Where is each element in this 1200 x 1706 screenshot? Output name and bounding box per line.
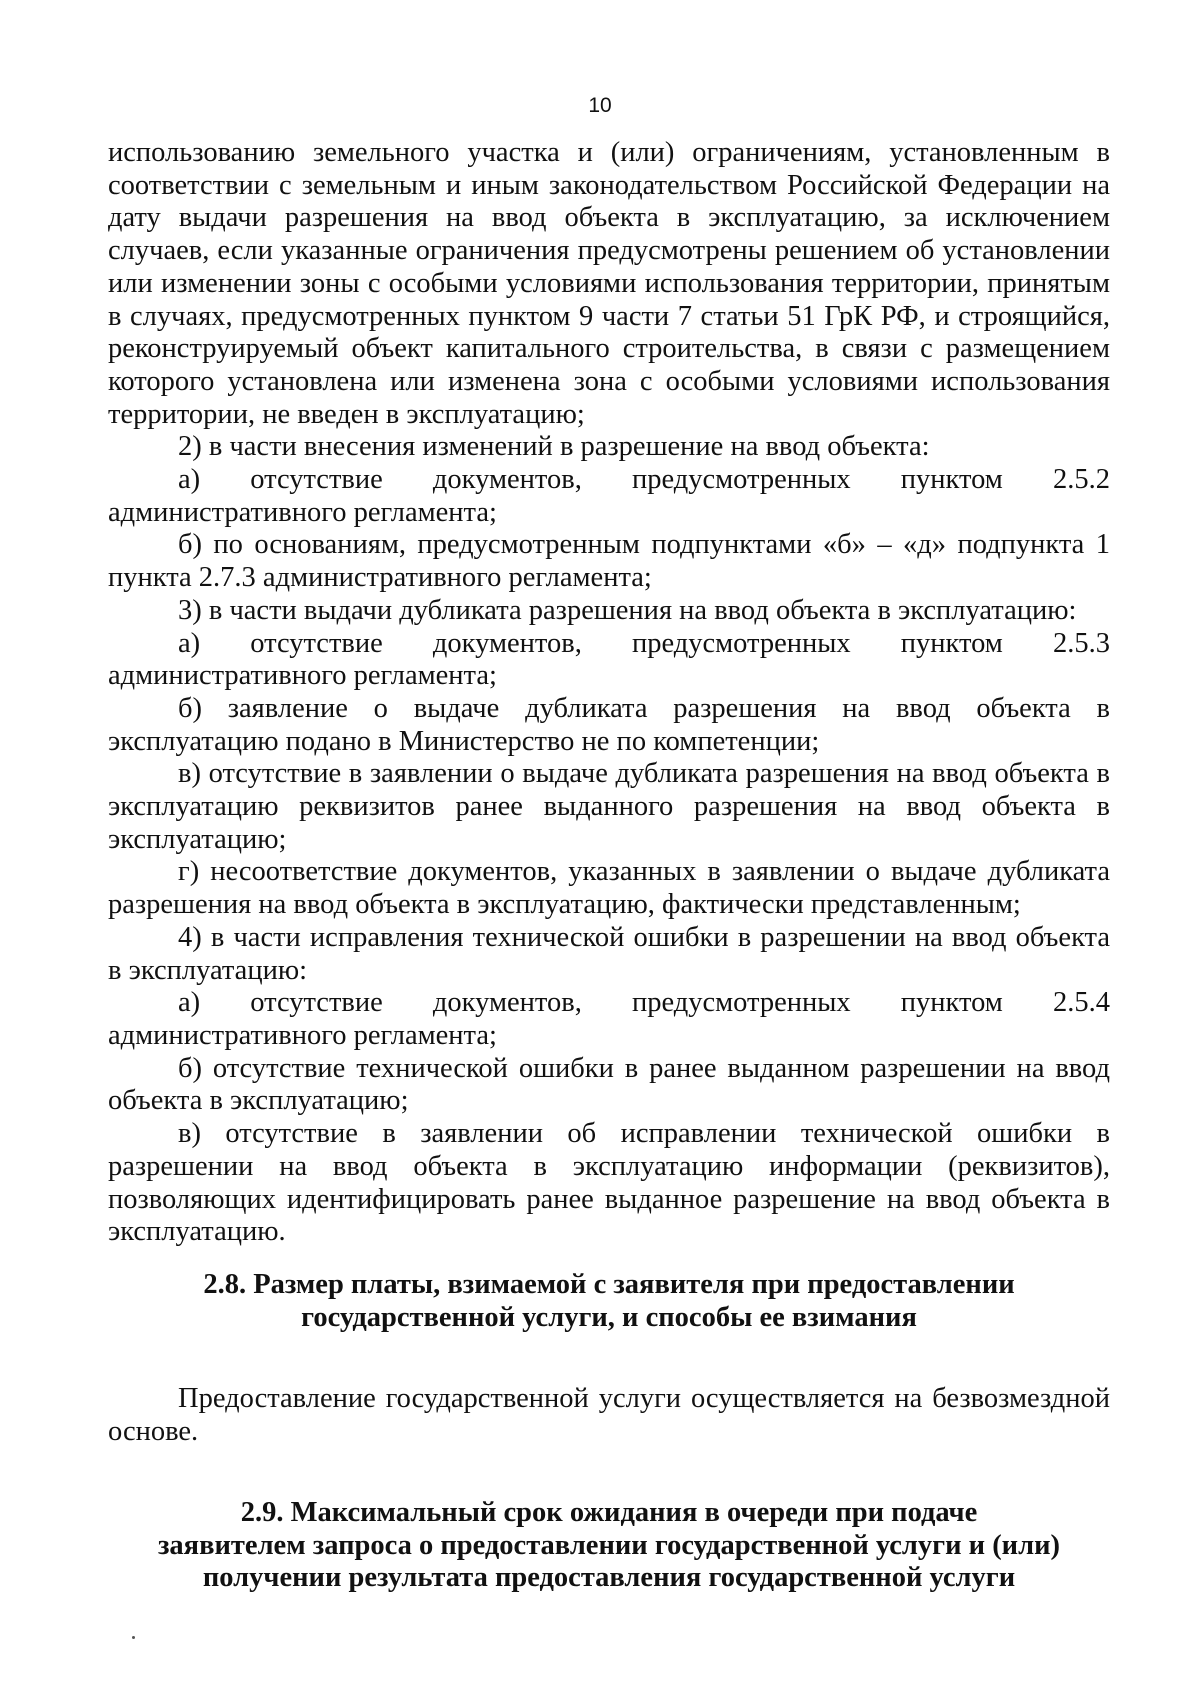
heading-line: 2.8. Размер платы, взимаемой с заявителя при предоставлении xyxy=(203,1269,1015,1300)
paragraph: а) отсутствие документов, предусмотренных пунктом 2.5.3 административного регламента; xyxy=(108,627,1110,692)
paragraph: в) отсутствие в заявлении о выдаче дубликата разрешения на ввод объекта в эксплуатацию реквизитов ранее выданного разрешения на ввод объекта в эксплуатацию; xyxy=(108,758,1110,855)
paragraph: в) отсутствие в заявлении об исправлении технической ошибки в разрешении на ввод объекта в эксплуатацию информации (реквизитов), позволяющих идентифицировать ранее выданное разрешение на ввод объекта в эксплуатацию. xyxy=(108,1118,1110,1248)
paragraph: б) по основаниям, предусмотренным подпунктами «б» – «д» подпункта 1 пункта 2.7.3 административного регламента; xyxy=(108,529,1110,594)
body-text xyxy=(108,137,1110,1249)
section-heading-2-8 xyxy=(108,1269,1110,1334)
paragraph: 3) в части выдачи дубликата разрешения на ввод объекта в эксплуатацию: xyxy=(178,594,1077,626)
paragraph-fee: Предоставление государственной услуги осуществляется на безвозмездной основе. xyxy=(108,1383,1110,1447)
heading-line: заявителем запроса о предоставлении государственной услуги и (или) xyxy=(157,1529,1061,1561)
paragraph: 4) в части исправления технической ошибки в разрешении на ввод объекта в эксплуатацию: xyxy=(108,921,1110,986)
heading-line: государственной услуги, и способы ее взимания xyxy=(301,1301,917,1333)
heading-line: получении результата предоставления государственной услуги xyxy=(202,1562,1016,1594)
paragraph: г) несоответствие документов, указанных в заявлении о выдаче дубликата разрешения на ввод объекта в эксплуатацию, фактически представленным; xyxy=(108,856,1110,921)
page-number: 10 xyxy=(588,94,612,117)
scan-speck xyxy=(132,1636,135,1639)
paragraph: 2) в части внесения изменений в разрешение на ввод объекта: xyxy=(178,431,930,463)
paragraph: б) заявление о выдаче дубликата разрешения на ввод объекта в эксплуатацию подано в Министерство не по компетенции; xyxy=(108,692,1110,757)
heading-line: 2.9. Максимальный срок ожидания в очереди при подаче xyxy=(240,1497,978,1528)
section-heading-2-9 xyxy=(108,1497,1110,1595)
paragraph: а) отсутствие документов, предусмотренных пунктом 2.5.4 административного регламента; xyxy=(108,987,1110,1051)
paragraph: использованию земельного участка и (или) ограничениям, установленным в соответствии с земельным и иным законодательством Российской Федерации на дату выдачи разрешения на ввод объекта в эксплуатацию, за исключением случаев, если указанные ограничения предусмотрены решением об установлении или изменении зоны с особыми условиями использования территории, принятым в случаях, предусмотренных пунктом 9 части 7 статьи 51 ГрК РФ, и строящийся, реконструируемый объект капитального строительства, в связи с размещением которого установлена или изменена зона с особыми условиями использования территории, не введен в эксплуатацию; xyxy=(108,137,1110,430)
paragraph: б) отсутствие технической ошибки в ранее выданном разрешении на ввод объекта в эксплуатацию; xyxy=(108,1052,1110,1117)
paragraph: а) отсутствие документов, предусмотренных пунктом 2.5.2 административного регламента; xyxy=(108,464,1110,528)
